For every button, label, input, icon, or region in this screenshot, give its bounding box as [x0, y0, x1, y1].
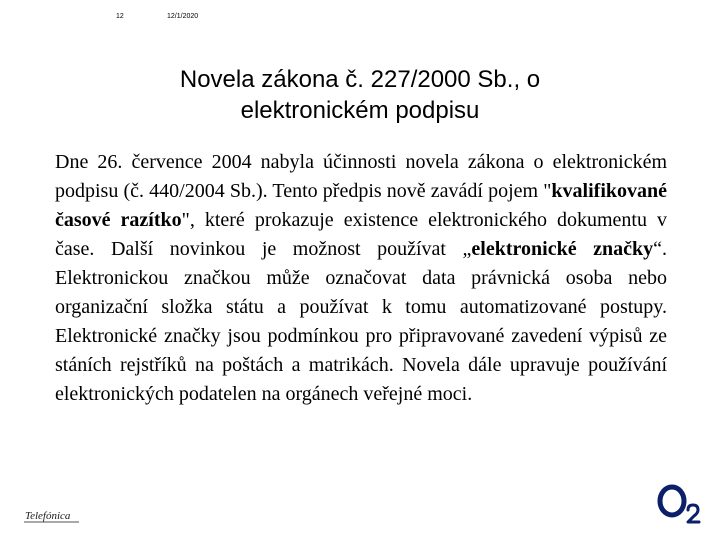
body-paragraph [55, 148, 667, 409]
o2-logo [652, 480, 706, 526]
body-text-part-3: “. Elektronickou značkou může označovat data právnická osoba nebo organizační složka státu a používat k tomu automatizované postupy. Elektronické značky jsou podmínkou pro připravované zavedení výpisů ze stáních rejstříků na poštách a matrikách. Novela dále upravuje používání elektronických podatelen na orgánech veřejné moci. [55, 238, 668, 405]
slide-title [100, 64, 620, 126]
telefonica-logo [22, 505, 82, 525]
term-elektronicke-znacky: elektronické značky [471, 238, 654, 260]
title-line-2: elektronickém podpisu [240, 97, 480, 124]
slide-date: 12/1/2020 [167, 13, 199, 20]
title-line-1: Novela zákona č. 227/2000 Sb., o [179, 66, 541, 93]
telefonica-logo-text: Telefónica [25, 510, 71, 522]
body-text-part-2: ", které prokazuje existence elektronického dokumentu v čase. Další novinkou je možnost používat „ [55, 209, 667, 260]
term-kvalifikovane-casove-razitko: kvalifikované časové razítko [55, 180, 667, 231]
slide-number: 12 [116, 13, 124, 20]
body-text-part-1: Dne 26. července 2004 nabyla účinnosti novela zákona o elektronickém podpisu (č. 440/2004 Sb.). Tento předpis nově zavádí pojem " [55, 151, 667, 202]
